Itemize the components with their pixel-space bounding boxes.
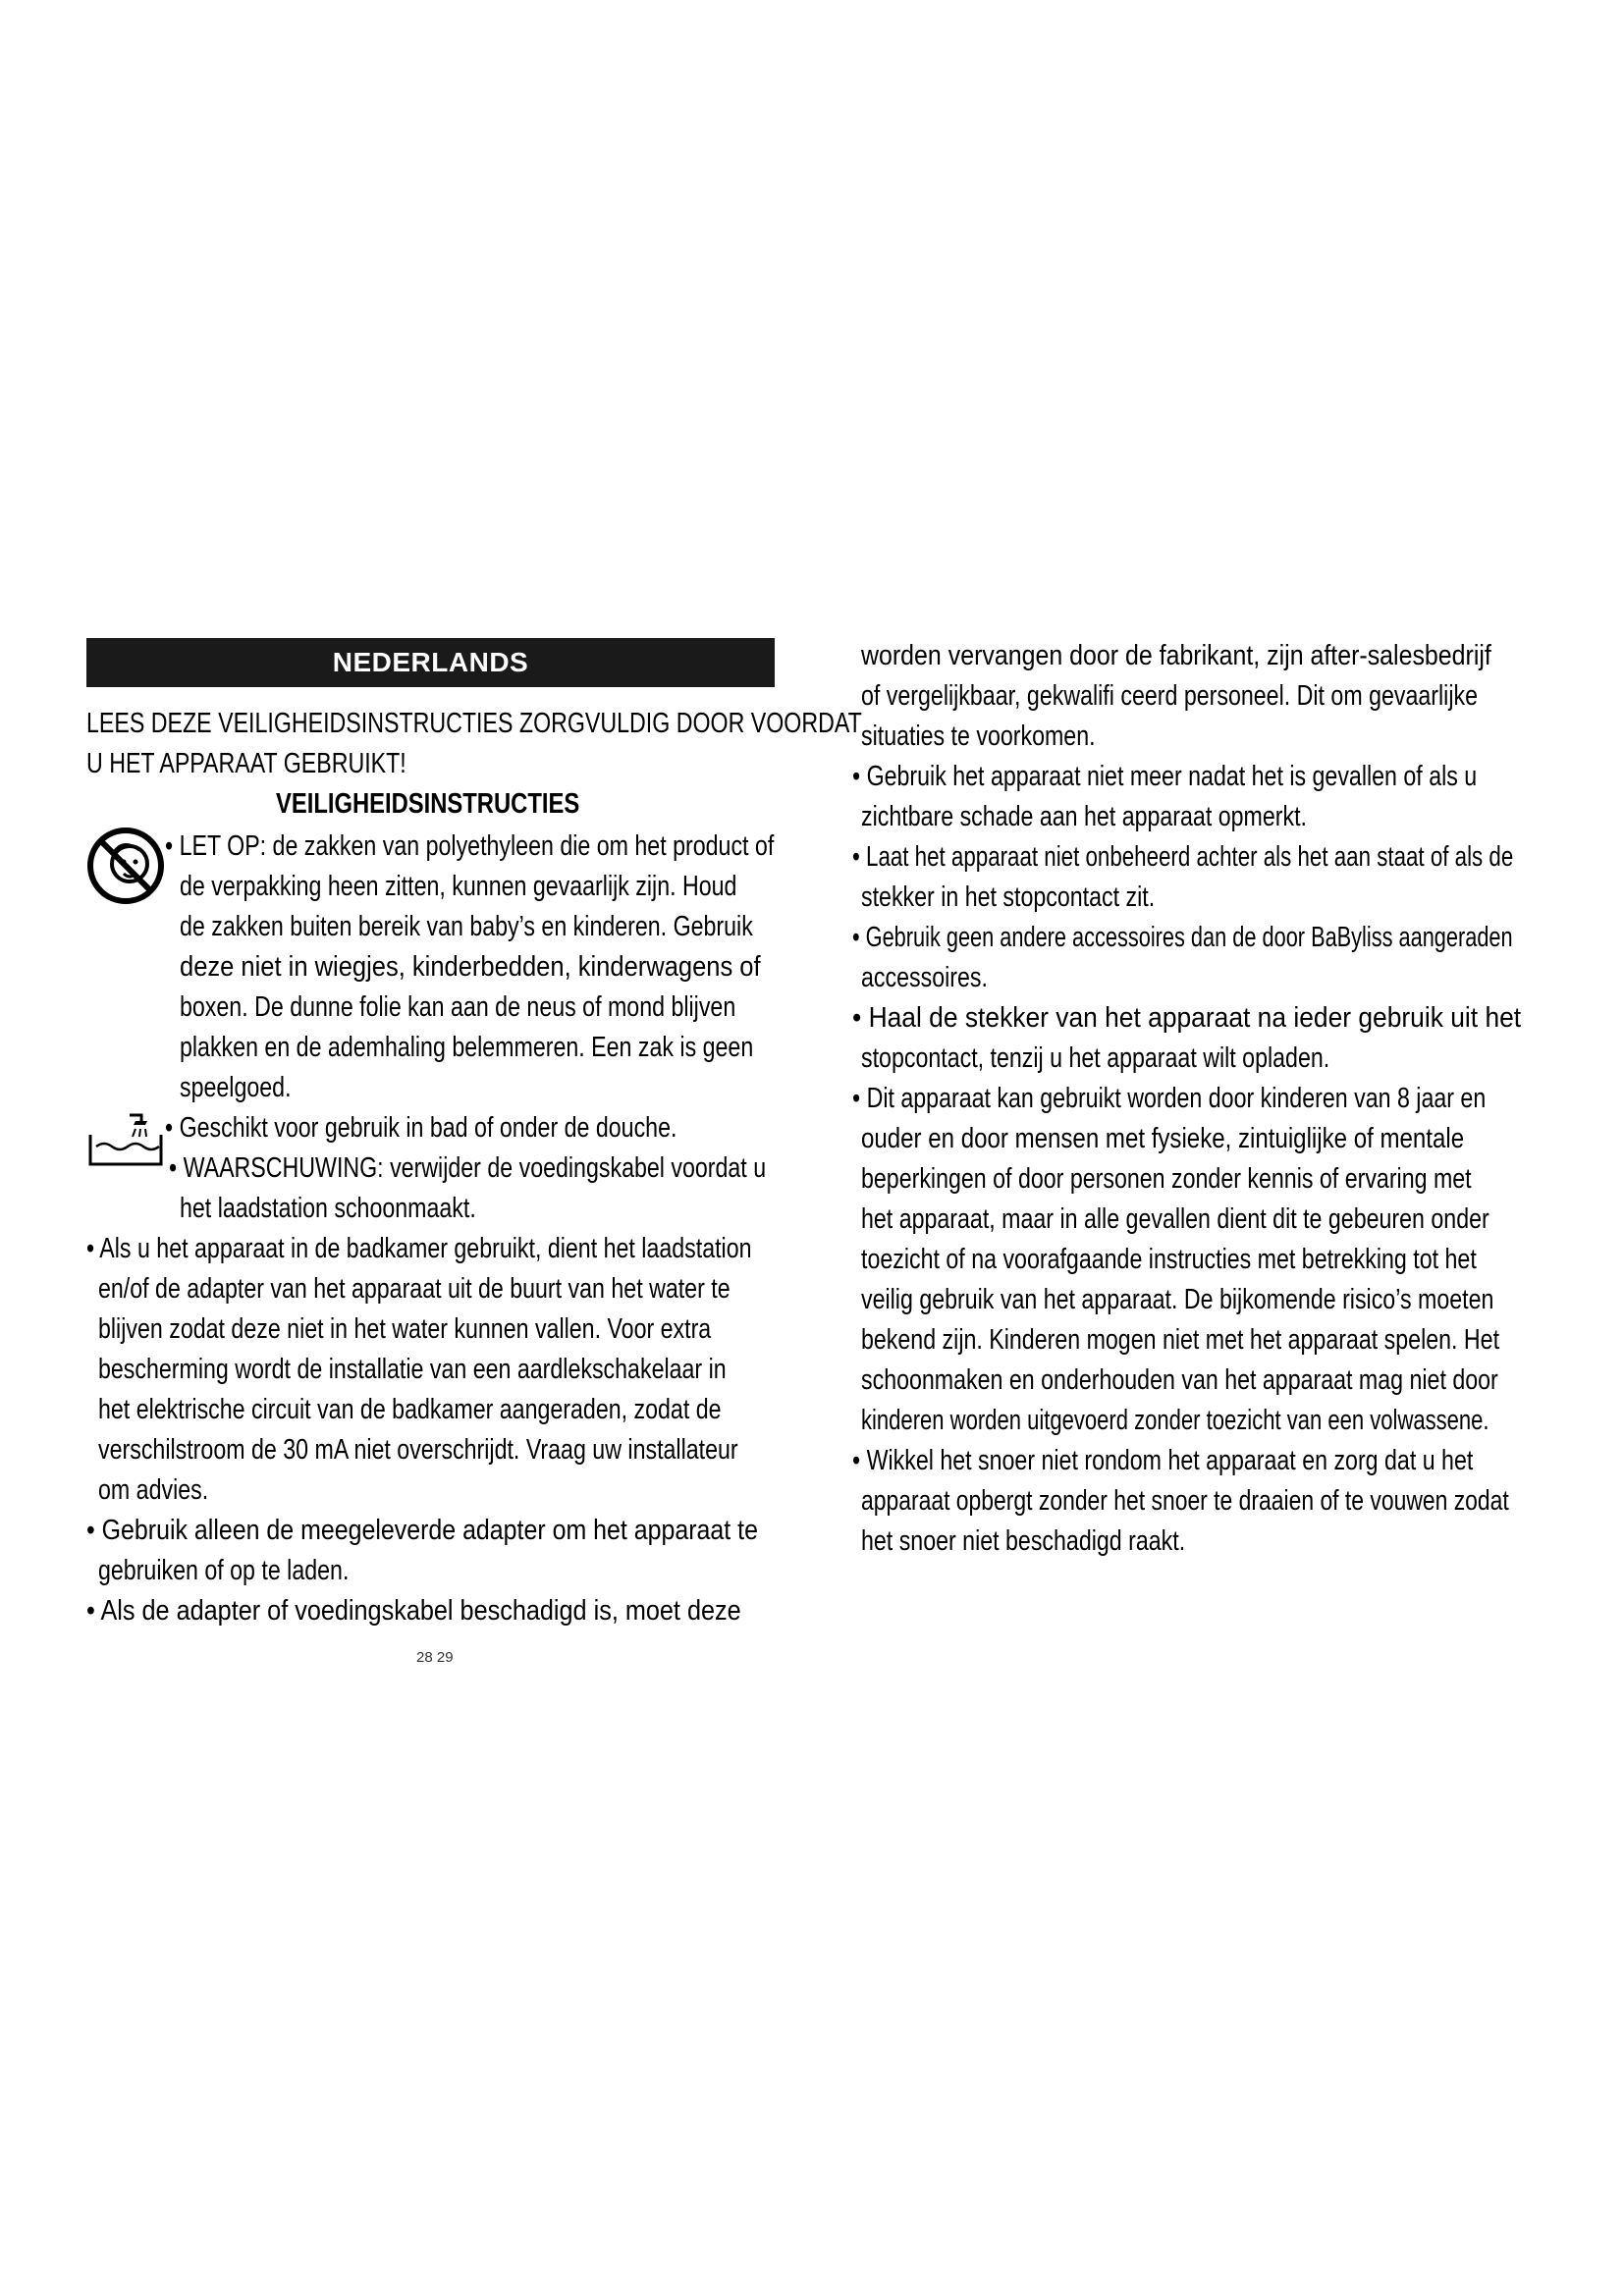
left-line-20: • Als de adapter of voedingskabel beschadigd is, moet deze <box>86 1595 741 1627</box>
left-line-1: • LET OP: de zakken van polyethyleen die om het product of <box>165 830 775 862</box>
right-line-15: het apparaat, maar in alle gevallen dient dit te gebeuren onder <box>861 1203 1489 1235</box>
left-line-19: gebruiken of op te laden. <box>98 1555 350 1586</box>
intro-line-1: LEES DEZE VEILIGHEIDSINSTRUCTIES ZORGVULDIG DOOR VOORDAT <box>86 708 862 739</box>
right-line-6: • Laat het apparaat niet onbeheerd achter als het aan staat of als de <box>852 841 1514 873</box>
right-line-23: het snoer niet beschadigd raakt. <box>861 1525 1186 1557</box>
right-line-22: apparaat opbergt zonder het snoer te draaien of te vouwen zodat <box>861 1485 1509 1517</box>
bath-shower-icon <box>86 1107 165 1170</box>
right-line-7: stekker in het stopcontact zit. <box>861 881 1156 913</box>
left-line-18: • Gebruik alleen de meegeleverde adapter om het apparaat te <box>86 1515 758 1546</box>
language-banner: NEDERLANDS <box>86 638 775 687</box>
right-line-19: schoonmaken en onderhouden van het apparaat mag niet door <box>861 1364 1498 1396</box>
left-line-7: speelgoed. <box>180 1072 292 1103</box>
left-line-14: bescherming wordt de installatie van een aardlekschakelaar in <box>98 1354 727 1385</box>
right-line-10: • Haal de stekker van het apparaat na ieder gebruik uit het <box>852 1002 1522 1034</box>
right-line-2: of vergelijkbaar, gekwalifi ceerd personeel. Dit om gevaarlijke <box>861 680 1478 712</box>
right-line-21: • Wikkel het snoer niet rondom het apparaat en zorg dat u het <box>852 1445 1474 1476</box>
no-plastic-bag-icon <box>84 825 167 907</box>
right-line-3: situaties te voorkomen. <box>861 721 1096 752</box>
right-line-13: ouder en door mensen met fysieke, zintuiglijke of mentale <box>861 1123 1465 1154</box>
left-line-3: de zakken buiten bereik van baby’s en kinderen. Gebruik <box>180 911 753 942</box>
right-line-17: veilig gebruik van het apparaat. De bijkomende risico’s moeten <box>861 1284 1494 1315</box>
left-line-10: het laadstation schoonmaakt. <box>180 1193 476 1224</box>
right-line-20: kinderen worden uitgevoerd zonder toezicht van een volwassene. <box>861 1405 1489 1436</box>
left-line-9: • WAARSCHUWING: verwijder de voedingskabel voordat u <box>169 1152 767 1184</box>
page-number: 28 29 <box>416 1649 454 1666</box>
left-line-17: om advies. <box>98 1474 209 1506</box>
right-line-14: beperkingen of door personen zonder kennis of ervaring met <box>861 1163 1472 1195</box>
left-line-4: deze niet in wiegjes, kinderbedden, kinderwagens of <box>180 951 761 983</box>
left-line-15: het elektrische circuit van de badkamer aangeraden, zodat de <box>98 1394 722 1425</box>
left-line-13: blijven zodat deze niet in het water kunnen vallen. Voor extra <box>98 1313 712 1345</box>
right-line-12: • Dit apparaat kan gebruikt worden door kinderen van 8 jaar en <box>852 1083 1487 1114</box>
left-line-11: • Als u het apparaat in de badkamer gebruikt, dient het laadstation <box>86 1233 752 1264</box>
intro-line-2: U HET APPARAAT GEBRUIKT! <box>86 748 406 779</box>
right-line-8: • Gebruik geen andere accessoires dan de door BaByliss aangeraden <box>852 922 1513 953</box>
safety-heading: VEILIGHEIDSINSTRUCTIES <box>276 788 580 820</box>
left-line-5: boxen. De dunne folie kan aan de neus of mond blijven <box>180 991 736 1023</box>
right-line-9: accessoires. <box>861 962 988 993</box>
right-line-18: bekend zijn. Kinderen mogen niet met het apparaat spelen. Het <box>861 1324 1500 1356</box>
right-line-4: • Gebruik het apparaat niet meer nadat het is gevallen of als u <box>852 761 1478 792</box>
left-line-16: verschilstroom de 30 mA niet overschrijdt. Vraag uw installateur <box>98 1434 738 1466</box>
left-line-6: plakken en de ademhaling belemmeren. Een zak is geen <box>180 1032 754 1063</box>
left-line-2: de verpakking heen zitten, kunnen gevaarlijk zijn. Houd <box>180 871 737 902</box>
right-line-16: toezicht of na voorafgaande instructies met betrekking tot het <box>861 1244 1477 1275</box>
left-line-8: • Geschikt voor gebruik in bad of onder de douche. <box>165 1112 677 1144</box>
right-line-1: worden vervangen door de fabrikant, zijn after-salesbedrijf <box>861 640 1491 671</box>
right-line-5: zichtbare schade aan het apparaat opmerkt. <box>861 801 1307 832</box>
right-line-11: stopcontact, tenzij u het apparaat wilt opladen. <box>861 1042 1330 1074</box>
left-line-12: en/of de adapter van het apparaat uit de buurt van het water te <box>98 1273 731 1305</box>
